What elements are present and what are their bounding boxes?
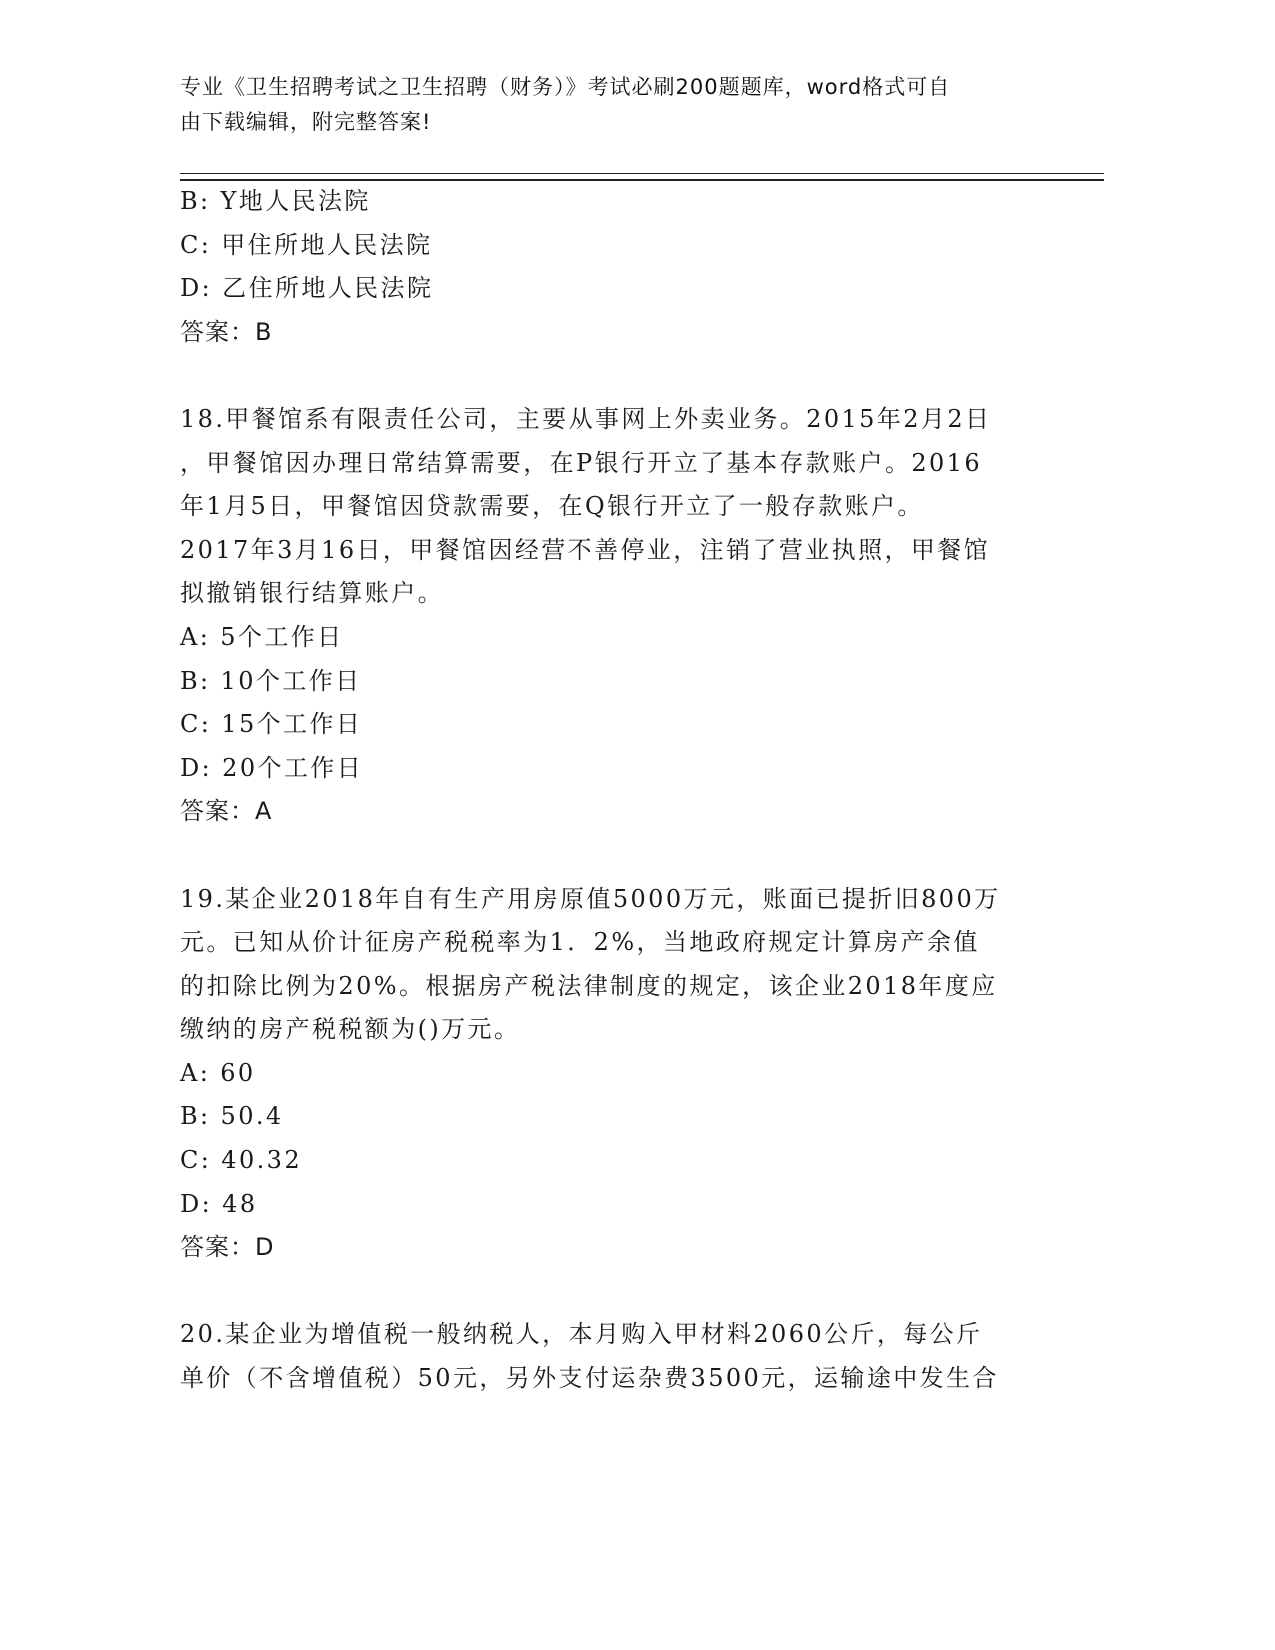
header-rule-thin <box>180 173 1104 174</box>
header-line-1: 专业《卫生招聘考试之卫生招聘（财务）》考试必刷200题题库，word格式可自 <box>180 75 951 99</box>
document-body <box>180 180 1040 1401</box>
spacer <box>180 834 1040 878</box>
answer-label: 答案：D <box>180 1233 275 1262</box>
question-text-line: 单价（不含增值税）50元，另外支付运杂费3500元，运输途中发生合 <box>180 1364 999 1393</box>
answer-label: 答案：B <box>180 317 273 346</box>
option-d: D: 48 <box>180 1189 258 1218</box>
option-b: B: 10个工作日 <box>180 666 362 695</box>
document-header <box>180 70 1040 140</box>
option-c: C: 15个工作日 <box>180 710 363 739</box>
header-line-2: 由下载编辑，附完整答案! <box>180 110 432 134</box>
question-18 <box>180 398 1040 834</box>
option-d: D: 20个工作日 <box>180 753 364 782</box>
question-20 <box>180 1313 1040 1400</box>
answer-label: 答案：A <box>180 797 273 826</box>
question-text-line: 拟撤销银行结算账户。 <box>180 579 444 608</box>
option-b: B: 50.4 <box>180 1102 284 1131</box>
question-text-line: 19.某企业2018年自有生产用房原值5000万元，账面已提折旧800万 <box>180 884 1001 913</box>
question-text-line: 2017年3月16日，甲餐馆因经营不善停业，注销了营业执照，甲餐馆 <box>180 535 991 564</box>
option-a: A: 5个工作日 <box>180 622 344 651</box>
spacer <box>180 1270 1040 1314</box>
spacer <box>180 354 1040 398</box>
question-text-line: 年1月5日，甲餐馆因贷款需要，在Q银行开立了一般存款账户。 <box>180 492 924 521</box>
option-b: B: Y地人民法院 <box>180 187 371 215</box>
question-17-tail <box>180 180 1040 354</box>
question-text-line: 缴纳的房产税税额为()万元。 <box>180 1015 521 1044</box>
question-text-line: 20.某企业为增值税一般纳税人，本月购入甲材料2060公斤，每公斤 <box>180 1320 983 1349</box>
question-19 <box>180 878 1040 1270</box>
question-text-line: ，甲餐馆因办理日常结算需要，在P银行开立了基本存款账户。2016 <box>180 448 983 477</box>
question-text-line: 的扣除比例为20%。根据房产税法律制度的规定，该企业2018年度应 <box>180 971 998 1000</box>
option-c: C: 40.32 <box>180 1146 302 1175</box>
question-text-line: 元。已知从价计征房产税税率为1．2%，当地政府规定计算房产余值 <box>180 928 980 957</box>
option-a: A: 60 <box>180 1058 256 1087</box>
option-c: C: 甲住所地人民法院 <box>180 230 433 259</box>
question-text-line: 18.甲餐馆系有限责任公司，主要从事网上外卖业务。2015年2月2日 <box>180 404 992 433</box>
option-d: D: 乙住所地人民法院 <box>180 274 434 303</box>
